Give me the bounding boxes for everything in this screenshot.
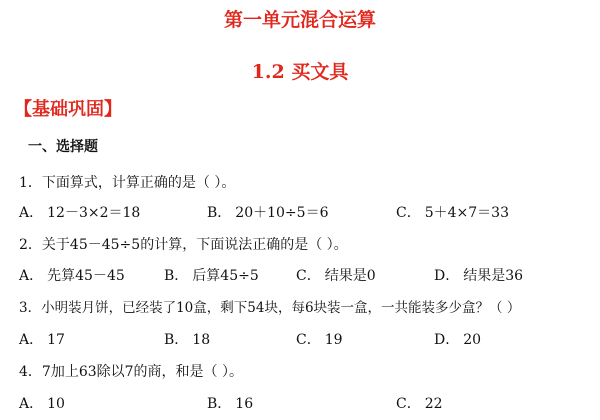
question-3-options [0,329,600,351]
option-text: 5＋4×7＝33 [424,205,509,221]
option-b[interactable] [207,393,253,415]
question-number: 4． [19,364,42,380]
option-c[interactable] [296,329,343,351]
question-4-options [0,393,600,415]
question-number: 3． [19,300,42,316]
option-letter: D． [434,268,460,284]
option-text: 20 [463,332,482,348]
option-letter: B． [164,268,189,284]
question-text: 关于45－45÷5的计算，下面说法正确的是（ ）。 [41,237,348,253]
question-text: 下面算式，计算正确的是（ ）。 [41,175,236,191]
option-text: 结果是0 [324,268,376,284]
option-letter: A． [19,205,44,221]
question-number: 2． [19,237,42,253]
option-text: 19 [324,332,343,348]
option-letter: C． [396,205,421,221]
option-b[interactable] [164,265,259,287]
option-c[interactable] [396,202,509,224]
option-text: 16 [235,396,254,412]
option-text: 22 [424,396,443,412]
option-letter: D． [434,332,460,348]
question-1 [0,172,600,194]
option-text: 后算45÷5 [192,268,259,284]
question-text: 7加上63除以7的商，和是（ ）。 [41,364,244,380]
lesson-subtitle: 1.2 买文具 [251,61,349,83]
option-letter: A． [19,332,44,348]
option-text: 结果是36 [463,268,524,284]
option-a[interactable] [19,393,65,415]
option-letter: A． [19,268,44,284]
option-d[interactable] [434,329,481,351]
option-letter: C． [296,268,321,284]
question-number: 1． [19,175,42,191]
option-text: 10 [47,396,65,412]
option-a[interactable] [19,265,125,287]
option-text: 20＋10÷5＝6 [235,205,329,221]
option-letter: B． [207,396,232,412]
option-c[interactable] [396,393,443,415]
option-letter: B． [207,205,232,221]
question-1-options [0,202,600,224]
option-a[interactable] [19,329,65,351]
option-a[interactable] [19,202,140,224]
option-c[interactable] [296,265,376,287]
option-text: 先算45－45 [47,268,125,284]
option-letter: B． [164,332,189,348]
option-b[interactable] [164,329,210,351]
page-title: 第一单元混合运算 [223,9,376,31]
question-4 [0,361,600,383]
option-text: 17 [47,332,65,348]
option-letter: C． [396,396,421,412]
question-2 [0,234,600,256]
option-text: 12－3×2＝18 [47,205,141,221]
question-text: 小明装月饼，已经装了10盒，剩下54块，每6块装一盒，一共能装多少盒？（ ） [41,300,521,316]
option-letter: C． [296,332,321,348]
question-2-options [0,265,600,287]
question-3 [0,297,600,319]
option-text: 18 [192,332,211,348]
option-letter: A． [19,396,44,412]
option-b[interactable] [207,202,328,224]
option-d[interactable] [434,265,523,287]
part-heading: 一、选择题 [28,139,98,155]
section-tag: 【基础巩固】 [14,99,122,120]
